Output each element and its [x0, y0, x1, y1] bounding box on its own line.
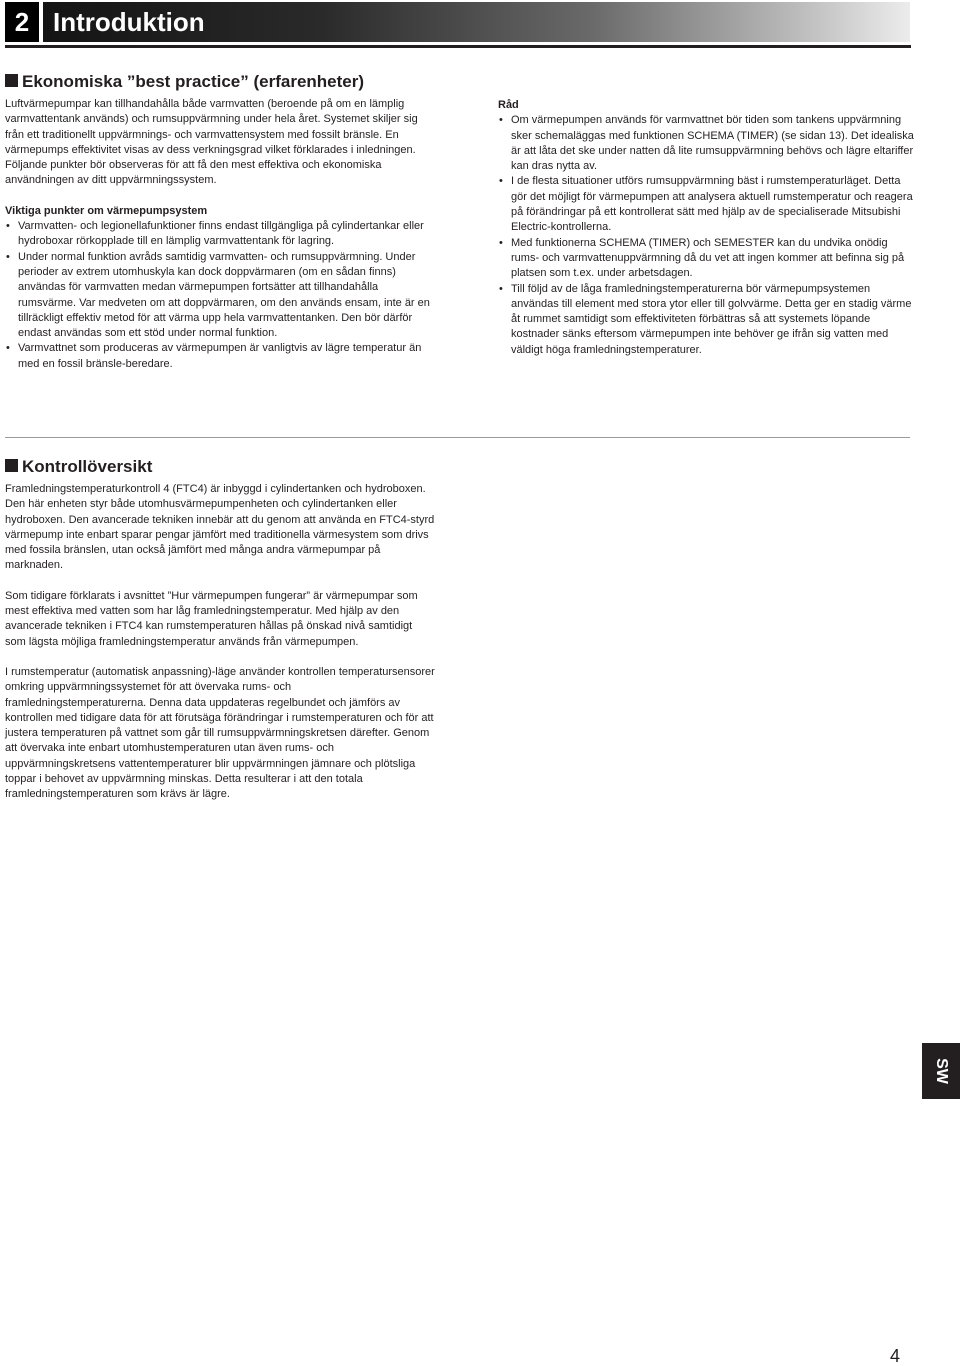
best-practice-left-column — [5, 97, 435, 372]
key-points-heading: Viktiga punkter om värmepumpsystem — [5, 204, 208, 217]
language-tab — [922, 1043, 960, 1099]
list-item: • Till följd av de låga framledningstemperaturerna bör värmepumpsystemen användas till element med stora ytor eller till golvvärme. Detta ger en stadig värme åt rummet samtidigt som effektiviteten förbättras så att systemets löpande kostnader sänks eftersom värmepumpen inte behöver ge ifrån sig vatten med väldigt höga framledningstemperaturer. — [498, 282, 916, 358]
language-tab-label: SW — [933, 1058, 950, 1084]
list-item: • I de flesta situationer utförs rumsuppvärmning bäst i rumstemperaturläget. Detta gör det möjligt för värmepumpen att analysera aktuell rumstemperatur och reagera på förändringar på ett kontrollerat sätt med hjälp av de specialiserade Mitsubishi Electric-kontrollerna. — [498, 174, 916, 235]
chapter-header — [5, 2, 910, 42]
section-heading-text: Kontrollöversikt — [22, 457, 153, 476]
chapter-number: 2 — [5, 2, 39, 42]
body-paragraph: Framledningstemperaturkontroll 4 (FTC4) är inbyggd i cylindertanken och hydroboxen. Den här enheten styr både utomhusvärmepumpenheten och cylindertanken eller hydroboxen. Den avancerade tekniken innebär att du genom att använda en FTC4-styrd värmepump inte enbart sparar pengar jämfört med traditionella värmesystem som drivs med fossila bränslen, utan också jämfört med många andra värmepumpar på marknaden. — [5, 483, 435, 572]
section-heading-text: Ekonomiska ”best practice” (erfarenheter) — [22, 72, 365, 91]
page-number: 4 — [890, 1346, 901, 1366]
section-heading-best-practice — [5, 71, 364, 93]
advice-heading: Råd — [498, 99, 519, 111]
body-paragraph: I rumstemperatur (automatisk anpassning)-läge använder kontrollen temperatursensorer omkring uppvärmningssystemet för att övervaka rums- och framledningstemperaturerna. Denna data uppdateras regelbundet och jämförs av kontrollen med tidigare data för att förutsäga förändringar i rumstemperaturen och för att justera temperaturen på vattnet som går till rumsuppvärmningskretsen därefter. Genom att övervaka inte enbart utomhustemperaturen utan även rums- och uppvärmningskretsens vattentemperaturer blir uppvärmningen jämnare och plötsliga toppar i behovet av uppvärmning minskas. Detta resulterar i att den totala framledningstemperaturen som krävs är lägre. — [5, 665, 435, 801]
advice-column — [498, 98, 916, 358]
header-divider — [39, 2, 43, 42]
section-heading-control-overview — [5, 456, 152, 478]
list-item: • Om värmepumpen används för varmvattnet bör tiden som tankens uppvärmning sker schemaläggas med funktionen SCHEMA (TIMER) (se sidan 13). Det idealiska är att låta det ske under natten då lite rumsuppvärmning behövs och lägre eltariffer kan dras nytta av. — [498, 113, 916, 174]
square-bullet-icon — [5, 74, 18, 87]
square-bullet-icon — [5, 459, 18, 472]
advice-list — [498, 113, 916, 358]
list-item: • Under normal funktion avråds samtidig varmvatten- och rumsuppvärmning. Under perioder av extrem utomhuskyla kan dock doppvärmaren (om en sådan finns) användas för varmvatten medan värmepumpen fortsätter att tillhandahålla rumsvärme. Var medveten om att doppvärmaren, om den används ensam, inte är en tillräckligt effektiv metod för att värma upp hela varmvattentanken. Den bör därför endast användas som ett stöd under normal funktion. — [5, 250, 435, 342]
intro-paragraph: Luftvärmepumpar kan tillhandahålla både varmvatten (beroende på om en lämplig varmvattentank används) och rumsuppvärmning under hela året. Systemet skiljer sig från ett traditionellt uppvärmnings- och varmvattensystem med fossilt bränsle. En värmepumps effektivitet visas av dess verkningsgrad vilket förklarades i inledningen. Följande punkter bör observeras för att få den mest effektiva och ekonomiska användningen av ditt uppvärmningssystem. — [5, 98, 418, 187]
list-item: • Varmvatten- och legionellafunktioner finns endast tillgängliga på cylindertankar eller hydroboxar rörkopplade till en lämplig varmvattentank för lagring. — [5, 219, 435, 250]
control-overview-column — [5, 482, 435, 803]
key-points-list — [5, 219, 435, 372]
list-item: • Med funktionerna SCHEMA (TIMER) och SEMESTER kan du undvika onödig rums- och varmvattenuppvärmning då du vet att ingen kommer att befinna sig på platsen som t.ex. under arbetsdagen. — [498, 236, 916, 282]
chapter-title: Introduktion — [53, 7, 205, 37]
header-rule — [5, 45, 911, 48]
list-item: • Varmvattnet som produceras av värmepumpen är vanligtvis av lägre temperatur än med en fossil bränsle-beredare. — [5, 341, 435, 372]
body-paragraph: Som tidigare förklarats i avsnittet ”Hur värmepumpen fungerar” är värmepumpar som mest effektiva med vatten som har låg framledningstemperatur. Med hjälp av den avancerade tekniken i FTC4 kan rumstemperaturen hållas på önskad nivå samtidigt som lägsta möjliga framledningstemperatur används från värmepumpen. — [5, 589, 418, 648]
section-divider — [5, 437, 910, 438]
